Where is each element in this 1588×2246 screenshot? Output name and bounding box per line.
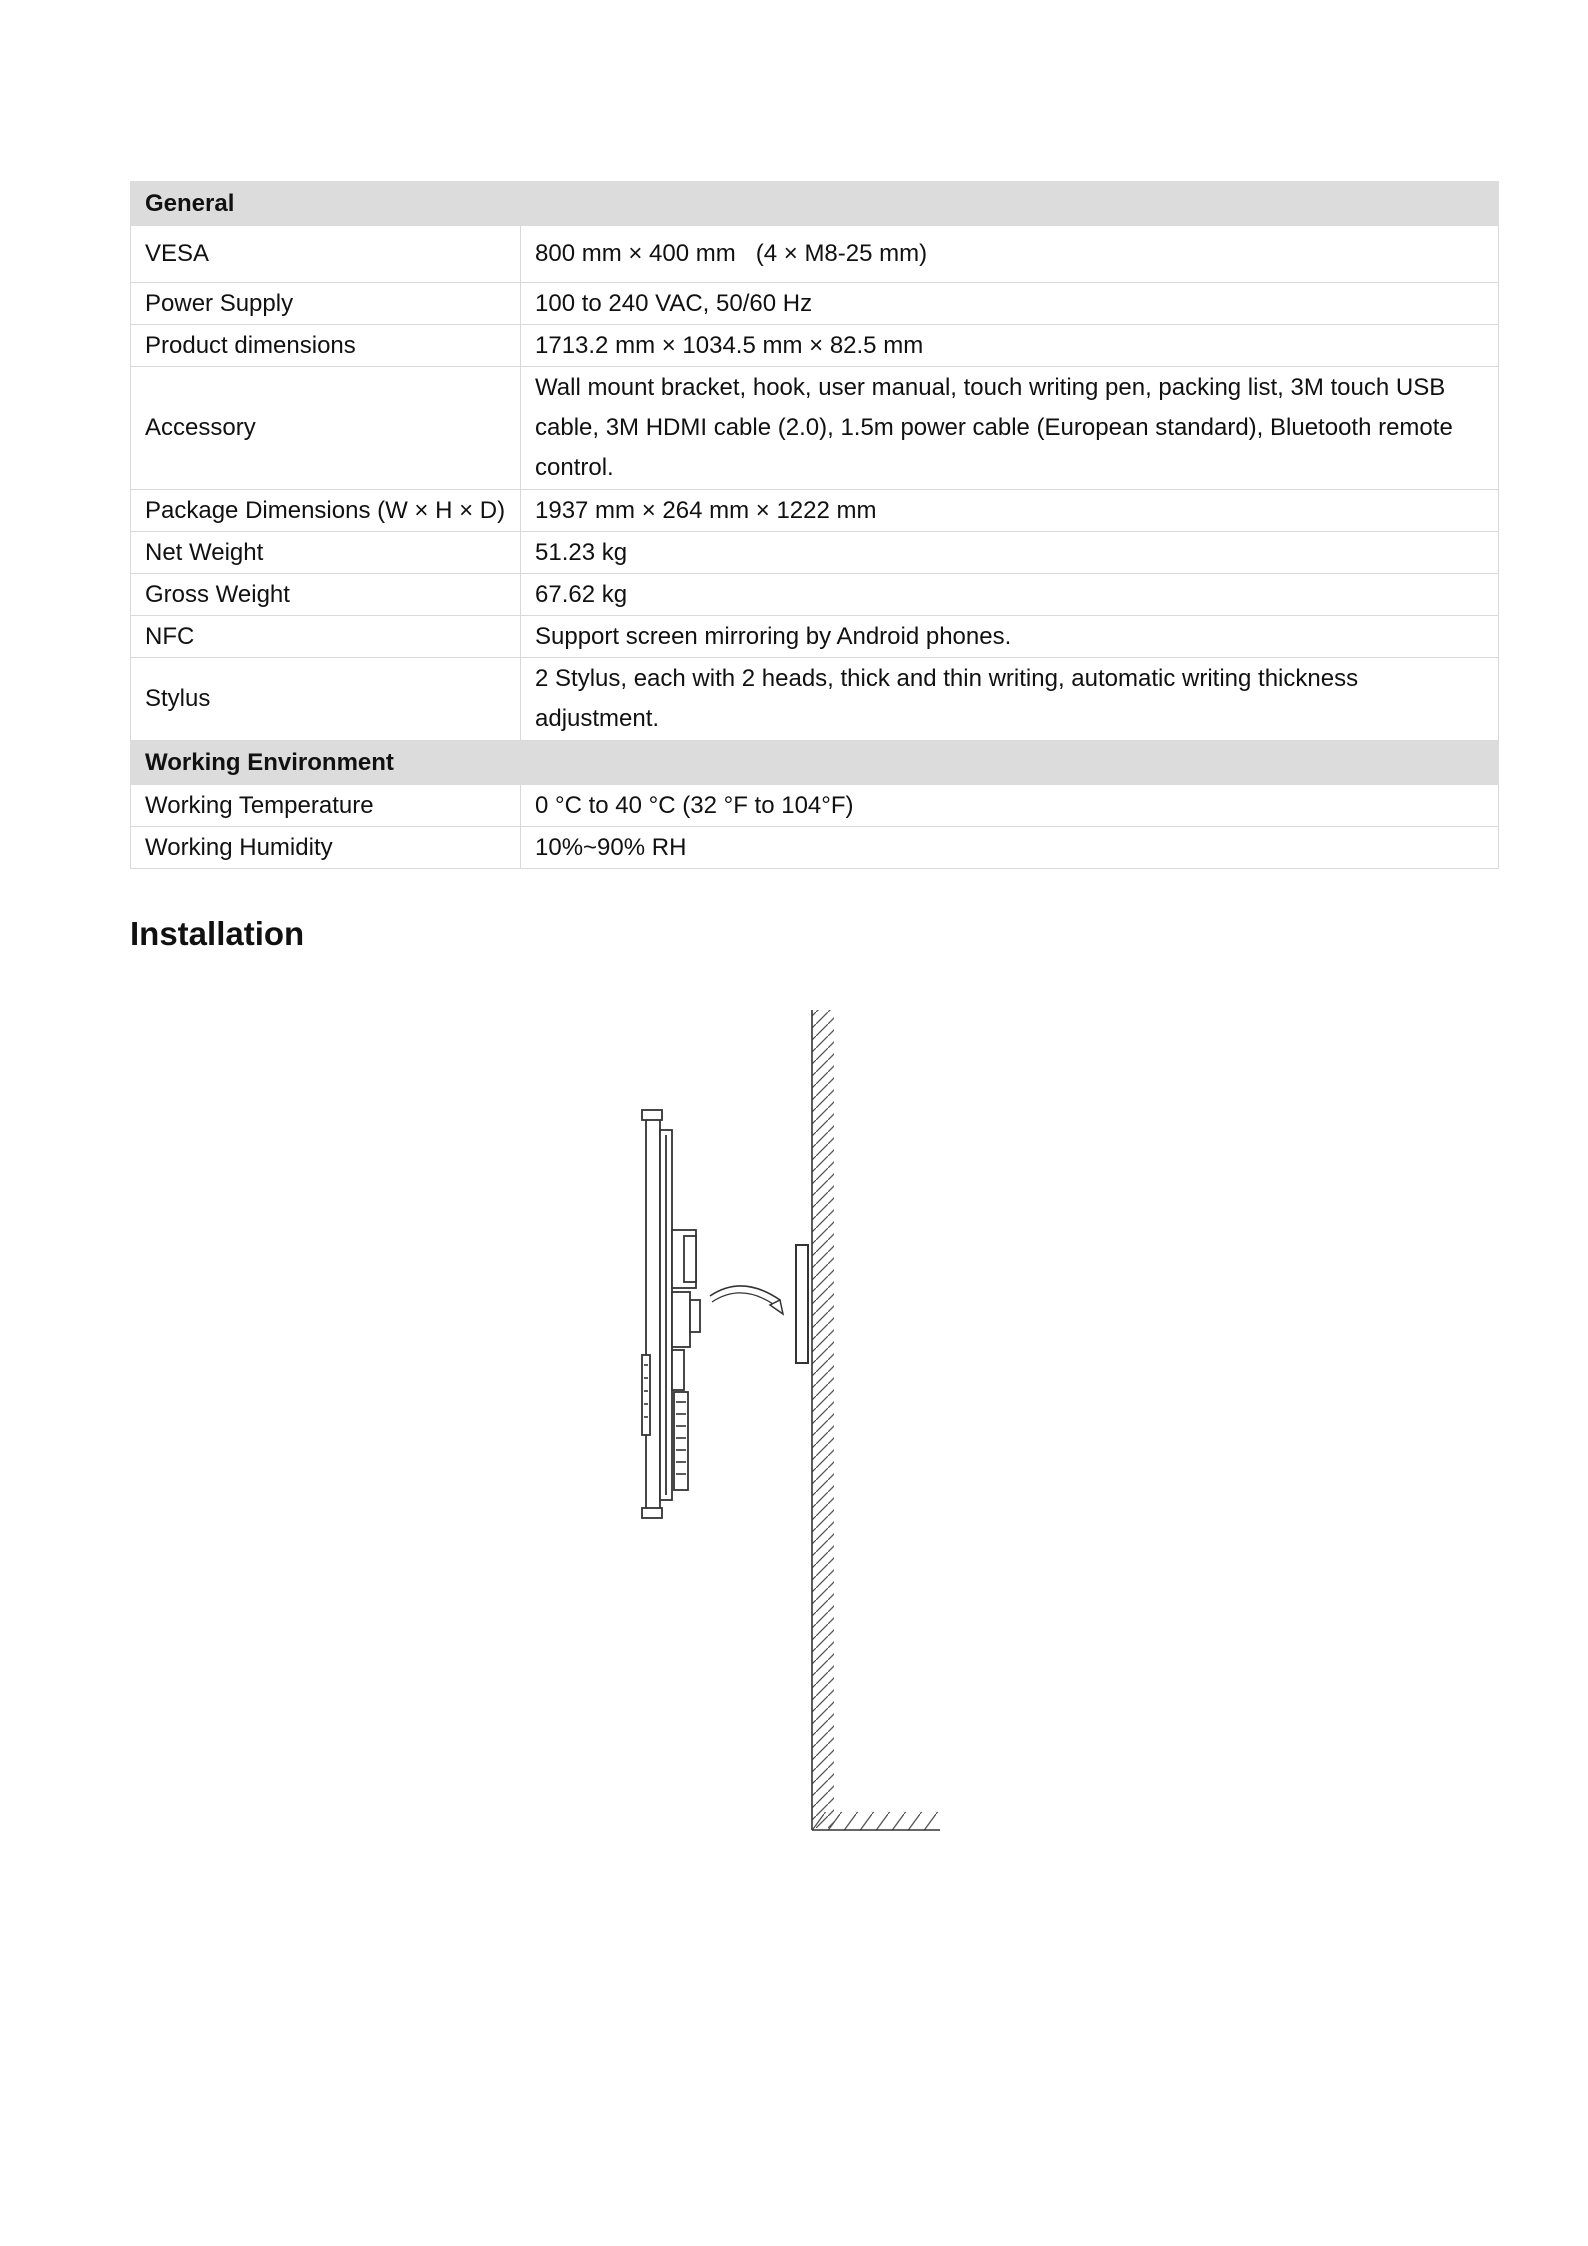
spec-row-gross-weight	[131, 574, 1499, 616]
spec-row-stylus	[131, 658, 1499, 741]
spec-value: 2 Stylus, each with 2 heads, thick and thin writing, automatic writing thickness adjustment.	[521, 658, 1499, 741]
spec-label: Net Weight	[131, 532, 521, 574]
spec-label: Working Temperature	[131, 785, 521, 827]
wall-graphic	[812, 1010, 940, 1830]
spec-value: Support screen mirroring by Android phones.	[521, 616, 1499, 658]
spec-value: 67.62 kg	[521, 574, 1499, 616]
section-header-general	[131, 182, 1499, 226]
spec-label: Accessory	[131, 367, 521, 490]
spec-label: Stylus	[131, 658, 521, 741]
spec-value: Wall mount bracket, hook, user manual, touch writing pen, packing list, 3M touch USB cable, 3M HDMI cable (2.0), 1.5m power cable (European standard), Bluetooth remote control.	[521, 367, 1499, 490]
spec-row-package-dimensions	[131, 490, 1499, 532]
spec-label: VESA	[131, 226, 521, 283]
section-title: General	[131, 182, 1499, 226]
installation-diagram	[600, 1000, 980, 1860]
display-side-view	[642, 1110, 700, 1518]
spec-label: NFC	[131, 616, 521, 658]
spec-label: Product dimensions	[131, 325, 521, 367]
spec-value: 800 mm × 400 mm (4 × M8-25 mm)	[521, 226, 1499, 283]
installation-heading: Installation	[130, 915, 305, 952]
spec-value: 0 °C to 40 °C (32 °F to 104°F)	[521, 785, 1499, 827]
spec-value: 100 to 240 VAC, 50/60 Hz	[521, 283, 1499, 325]
spec-row-working-humidity	[131, 827, 1499, 869]
spec-row-vesa	[131, 226, 1499, 283]
wall-bracket	[796, 1245, 808, 1363]
spec-row-accessory	[131, 367, 1499, 490]
spec-value: 1937 mm × 264 mm × 1222 mm	[521, 490, 1499, 532]
arrow-icon	[710, 1286, 783, 1314]
spec-row-working-temperature	[131, 785, 1499, 827]
section-header-working-environment	[131, 741, 1499, 785]
spec-label: Gross Weight	[131, 574, 521, 616]
spec-label: Package Dimensions (W × H × D)	[131, 490, 521, 532]
section-title: Working Environment	[131, 741, 1499, 785]
spec-value: 51.23 kg	[521, 532, 1499, 574]
spec-row-net-weight	[131, 532, 1499, 574]
spec-row-nfc	[131, 616, 1499, 658]
spec-value: 1713.2 mm × 1034.5 mm × 82.5 mm	[521, 325, 1499, 367]
spec-value: 10%~90% RH	[521, 827, 1499, 869]
spec-label: Power Supply	[131, 283, 521, 325]
spec-label: Working Humidity	[131, 827, 521, 869]
spec-row-power-supply	[131, 283, 1499, 325]
spec-table	[130, 181, 1499, 869]
spec-row-product-dimensions	[131, 325, 1499, 367]
